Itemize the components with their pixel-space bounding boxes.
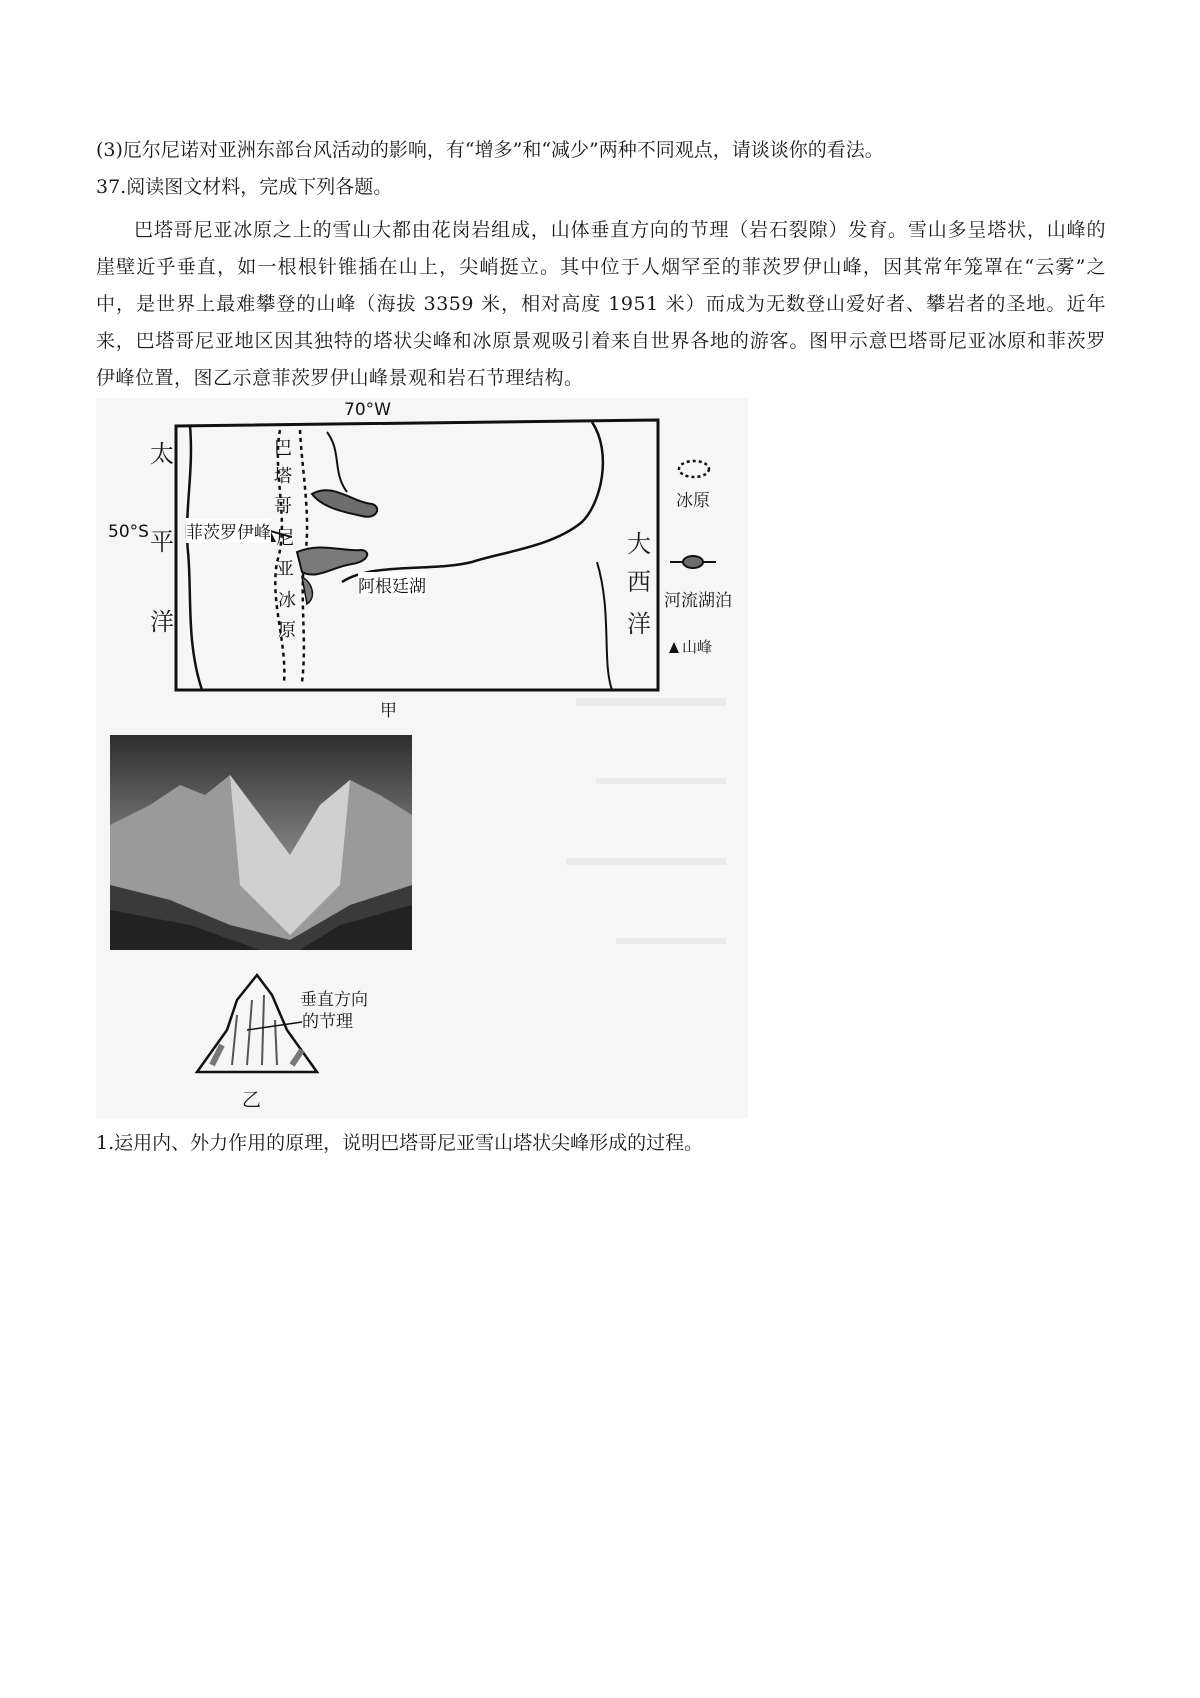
map-drawing [172, 412, 662, 694]
joint-label-line2: 的节理 [302, 1012, 353, 1032]
peak-legend-icon [668, 640, 680, 654]
icefield-char-2: 塔 [274, 466, 292, 487]
subquestion-1: 1.运用内、外力作用的原理，说明巴塔哥尼亚雪山塔状尖峰形成的过程。 [96, 1132, 704, 1154]
icefield-legend-symbol [676, 458, 712, 480]
legend-peak: 山峰 [682, 638, 713, 656]
icefield-char-1: 巴 [274, 438, 292, 459]
lake-label: 阿根廷湖 [358, 572, 426, 597]
map-caption: 甲 [380, 701, 397, 721]
pacific-char-1: 太 [150, 440, 174, 468]
atlantic-char-3: 洋 [627, 610, 651, 638]
map-jia [150, 400, 662, 721]
sketch-caption: 乙 [242, 1089, 262, 1111]
pacific-char-3: 洋 [150, 608, 174, 636]
icefield-char-4: 尼 [276, 528, 294, 549]
question-37-heading: 37.阅读图文材料，完成下列各题。 [96, 176, 393, 198]
reading-material: 巴塔哥尼亚冰原之上的雪山大都由花岗岩组成，山体垂直方向的节理（岩石裂隙）发育。雪山多呈塔状，山峰的崖壁近乎垂直，如一根根针锥插在山上，尖峭挺立。其中位于人烟罕至的菲茨罗伊山峰，因其常年笼罩在“云雾”之中，是世界上最难攀登的山峰（海拔 3359 米，相对高度 1951 米）而成为无数登山爱好者、攀岩者的圣地。近年来，巴塔哥尼亚地区因其独特的塔状尖峰和冰原景观吸引着来自世界各地的游客。图甲示意巴塔哥尼亚冰原和菲茨罗伊峰位置，图乙示意菲茨罗伊山峰景观和岩石节理结构。 [96, 219, 1106, 389]
icefield-char-5: 亚 [276, 559, 294, 580]
icefield-char-6: 冰 [278, 590, 296, 611]
river-lake-legend-symbol [668, 552, 718, 572]
question-3-text: (3)厄尔尼诺对亚洲东部台风活动的影响，有“增多”和“减少”两种不同观点，请谈谈你的看法。 [96, 139, 884, 161]
joint-label-line1: 垂直方向 [300, 990, 368, 1010]
longitude-label: 70°W [344, 400, 391, 420]
icefield-char-7: 原 [278, 620, 296, 641]
peak-label: 菲茨罗伊峰 [186, 518, 271, 543]
latitude-label: 50°S [108, 522, 149, 542]
legend-icefield: 冰原 [676, 491, 710, 511]
icefield-char-3: 哥 [274, 496, 292, 517]
fitzroy-photo [110, 735, 412, 950]
pacific-char-2: 平 [150, 528, 174, 556]
atlantic-char-1: 大 [627, 530, 651, 558]
atlantic-char-2: 西 [627, 568, 651, 596]
legend-river-lake: 河流湖泊 [664, 591, 732, 611]
